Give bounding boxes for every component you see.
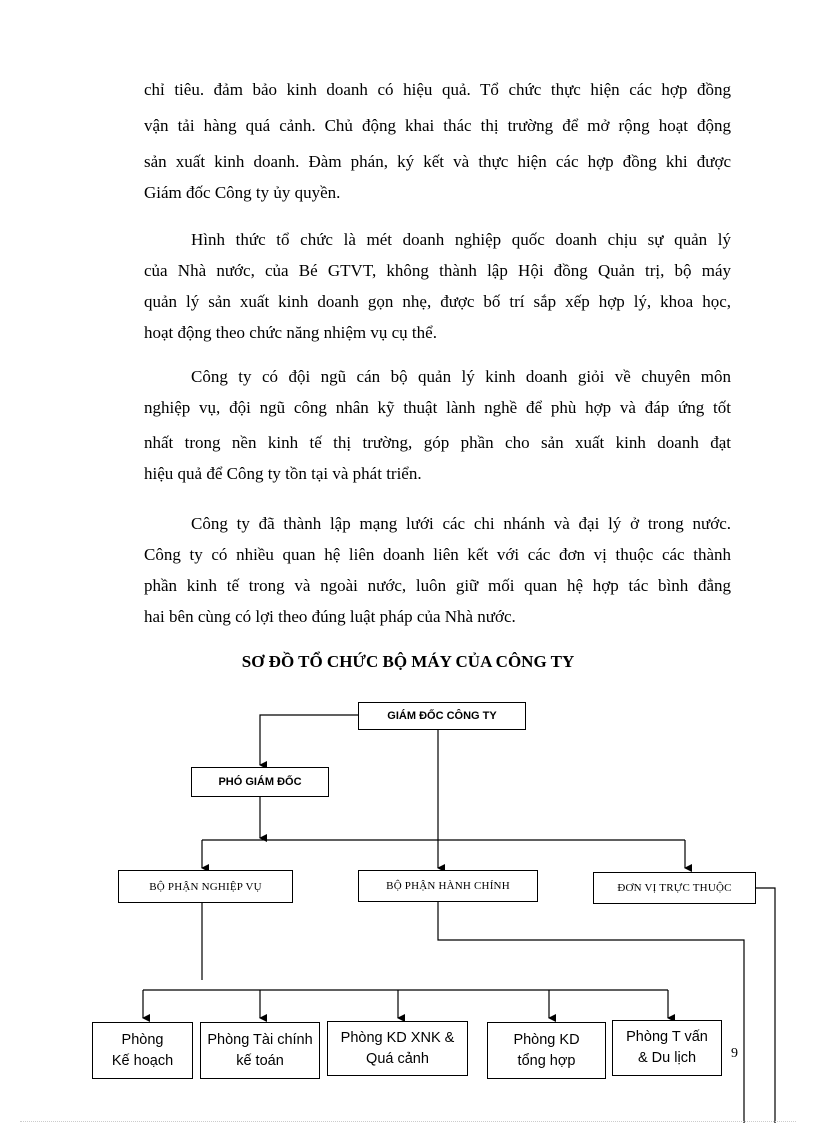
room-line-1: Phòng KD XNK & <box>340 1029 455 1046</box>
room-box-planning <box>92 1022 193 1079</box>
footer-divider <box>20 1121 796 1122</box>
room-line-2: tổng hợp <box>517 1052 576 1069</box>
paragraph-line: Công ty có nhiều quan hệ liên doanh liên kết với các đơn vị thuộc các thành <box>144 545 731 564</box>
paragraph-line: hoạt động theo chức năng nhiệm vụ cụ thể. <box>144 323 437 342</box>
paragraph-line: chỉ tiêu. đảm bảo kinh doanh có hiệu quả. Tổ chức thực hiện các hợp đồng <box>144 80 731 99</box>
affiliated-units-box: ĐƠN VỊ TRỰC THUỘC <box>593 872 756 904</box>
room-line-1: Phòng T vấn <box>626 1029 708 1045</box>
paragraph-line: nghiệp vụ, đội ngũ công nhân kỹ thuật lành nghề để phù hợp và đáp ứng tốt <box>144 398 731 417</box>
paragraph-line: nhất trong nền kinh tế thị trường, góp phần cho sản xuất kinh doanh đạt <box>144 433 731 452</box>
room-box-import-export <box>327 1021 468 1076</box>
paragraph-line: hiệu quả để Công ty tồn tại và phát triển. <box>144 464 422 483</box>
paragraph-line: Giám đốc Công ty ủy quyền. <box>144 183 341 202</box>
admin-department-box: BỘ PHẬN HÀNH CHÍNH <box>358 870 538 902</box>
page-number: 9 <box>731 1046 738 1061</box>
org-chart-title: SƠ ĐỒ TỔ CHỨC BỘ MÁY CỦA CÔNG TY <box>241 652 575 671</box>
director-box: GIÁM ĐỐC CÔNG TY <box>358 702 526 730</box>
deputy-director-box: PHÓ GIÁM ĐỐC <box>191 767 329 797</box>
room-line-2: & Du lịch <box>637 1050 697 1066</box>
paragraph-line: vận tải hàng quá cảnh. Chủ động khai thác thị trường để mở rộng hoạt động <box>144 116 731 135</box>
room-line-1: Phòng KD <box>513 1031 580 1048</box>
paragraph-line: sản xuất kinh doanh. Đàm phán, ký kết và thực hiện các hợp đồng khi được <box>144 152 731 171</box>
paragraph-line: phần kinh tế trong và ngoài nước, luôn giữ mối quan hệ hợp tác bình đẳng <box>144 576 731 595</box>
room-line-2: Quá cảnh <box>366 1050 429 1067</box>
room-line-1: Phòng Tài chính <box>207 1031 313 1048</box>
paragraph-line: của Nhà nước, của Bé GTVT, không thành lập Hội đồng Quản trị, bộ máy <box>144 261 731 280</box>
paragraph-line: Hình thức tổ chức là mét doanh nghiệp quốc doanh chịu sự quản lý <box>191 230 731 249</box>
room-box-finance <box>200 1022 320 1079</box>
room-box-general-business <box>487 1022 606 1079</box>
connector-director-deputy <box>260 715 358 765</box>
business-department-box: BỘ PHẬN NGHIỆP VỤ <box>118 870 293 903</box>
room-line-2: kế toán <box>236 1052 284 1069</box>
room-line-2: Kế hoạch <box>111 1052 174 1069</box>
connector-admin-right <box>438 900 744 1123</box>
paragraph-line: hai bên cùng có lợi theo đúng luật pháp của Nhà nước. <box>144 607 516 626</box>
paragraph-line: Công ty đã thành lập mạng lưới các chi nhánh và đại lý ở trong nước. <box>191 514 731 533</box>
room-line-1: Phòng <box>121 1031 164 1048</box>
room-box-consulting-tourism <box>612 1020 722 1076</box>
paragraph-line: Công ty có đội ngũ cán bộ quản lý kinh doanh giỏi về chuyên môn <box>191 367 731 386</box>
connector-units-right <box>756 888 775 1123</box>
paragraph-line: quản lý sản xuất kinh doanh gọn nhẹ, được bố trí sắp xếp hợp lý, khoa học, <box>144 292 731 311</box>
